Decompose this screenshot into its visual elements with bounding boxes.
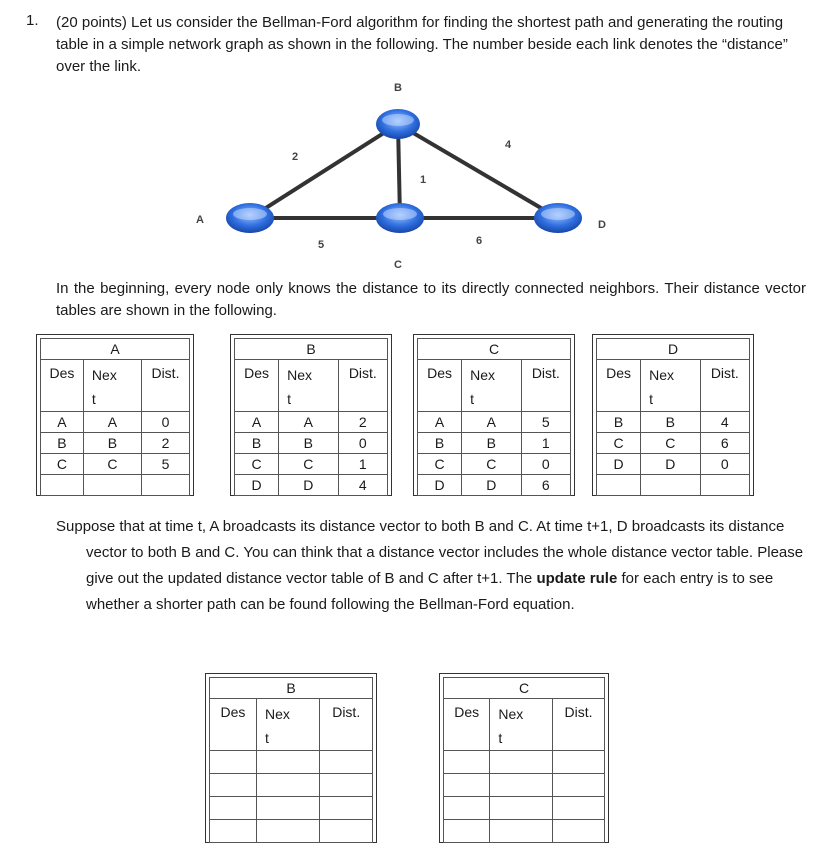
cell-distance: 0 [700, 454, 749, 475]
col-des-header: Des [41, 360, 84, 412]
question-text [56, 12, 806, 78]
cell-destination: A [418, 412, 462, 433]
table-row [41, 433, 190, 454]
link-weight-b-d: 4 [505, 139, 512, 151]
col-next-label: Next [264, 706, 290, 746]
cell-next-hop [256, 820, 319, 843]
node-label-d: D [598, 219, 606, 231]
dv-table [40, 338, 190, 496]
col-dist-header: Dist. [521, 360, 570, 412]
cell-destination [210, 774, 257, 797]
cell-next-hop: A [462, 412, 522, 433]
link-b-d [398, 124, 558, 218]
cell-next-hop: D [279, 475, 339, 496]
cell-distance: 5 [521, 412, 570, 433]
cell-destination [210, 820, 257, 843]
cell-destination [597, 475, 641, 496]
cell-destination: D [597, 454, 641, 475]
paragraph-update-question [56, 514, 808, 618]
col-dist-header: Dist. [700, 360, 749, 412]
cell-distance: 6 [700, 433, 749, 454]
update-rule-bold: update rule [536, 570, 618, 587]
cell-destination [444, 820, 490, 843]
router-node-b [376, 109, 420, 139]
node-label-c: C [394, 259, 402, 271]
table-title: B [210, 678, 373, 699]
cell-next-hop [490, 774, 553, 797]
cell-distance [141, 475, 189, 496]
cell-distance: 1 [338, 454, 387, 475]
dv-table [417, 338, 571, 496]
cell-next-hop: A [279, 412, 339, 433]
cell-next-hop: D [641, 454, 701, 475]
cell-next-hop [256, 774, 319, 797]
col-des-header: Des [597, 360, 641, 412]
cell-destination: A [235, 412, 279, 433]
cell-destination: B [41, 433, 84, 454]
col-next-label: Next [498, 706, 524, 746]
table-row [597, 475, 750, 496]
cell-distance: 5 [141, 454, 189, 475]
update-text-1: Suppose that at time t, A broadcasts its distance vector to both B and C. At time t+1, D broadcasts its distance vector to both B and C. You can think that a distance vector includes the whole distance vector table. Please give out the updated distance vector table of B and C after t+1. The [56, 518, 804, 587]
col-dist-header: Dist. [320, 699, 373, 751]
cell-destination [444, 797, 490, 820]
cell-destination [41, 475, 84, 496]
col-des-header: Des [418, 360, 462, 412]
paragraph-initial-state: In the beginning, every node only knows the distance to its directly connected neighbors. Their distance vector tables are shown in the following. [56, 280, 806, 319]
question-number: 1. [26, 12, 39, 29]
cell-destination: B [235, 433, 279, 454]
cell-distance: 4 [700, 412, 749, 433]
dv-table [234, 338, 388, 496]
col-next-header [279, 360, 339, 412]
table-row [235, 475, 388, 496]
link-a-b [250, 124, 398, 218]
cell-distance: 4 [338, 475, 387, 496]
network-graph [190, 76, 630, 276]
cell-destination: A [41, 412, 84, 433]
table-row [418, 412, 571, 433]
node-label-a: A [196, 214, 204, 226]
cell-distance [320, 751, 373, 774]
cell-distance [553, 774, 605, 797]
cell-next-hop [490, 797, 553, 820]
table-title: B [235, 339, 388, 360]
cell-distance [553, 820, 605, 843]
col-next-header [462, 360, 522, 412]
table-row [210, 797, 373, 820]
cell-next-hop: C [641, 433, 701, 454]
cell-destination: C [235, 454, 279, 475]
cell-next-hop [490, 751, 553, 774]
table-title: D [597, 339, 750, 360]
table-row [210, 774, 373, 797]
table-row [210, 820, 373, 843]
answer-table-b [205, 673, 377, 843]
table-row [418, 454, 571, 475]
col-des-header: Des [444, 699, 490, 751]
cell-distance: 6 [521, 475, 570, 496]
cell-distance [320, 774, 373, 797]
cell-destination [444, 751, 490, 774]
col-dist-header: Dist. [141, 360, 189, 412]
distance-table-d [592, 334, 754, 496]
distance-table-a [36, 334, 194, 496]
cell-next-hop: C [279, 454, 339, 475]
router-node-c [376, 203, 424, 233]
update-text-2: for each entry is to see whether a shorter path can be found following the Bellman-Ford equation. [86, 570, 774, 613]
col-des-header: Des [235, 360, 279, 412]
answer-table-c [439, 673, 609, 843]
cell-next-hop: B [641, 412, 701, 433]
col-dist-header: Dist. [338, 360, 387, 412]
table-row [41, 454, 190, 475]
col-next-header [83, 360, 141, 412]
distance-table-b [230, 334, 392, 496]
cell-destination: D [235, 475, 279, 496]
col-next-label: Next [470, 367, 495, 407]
dv-table [443, 677, 605, 843]
col-des-header: Des [210, 699, 257, 751]
col-next-label: Next [91, 367, 117, 407]
table-row [210, 751, 373, 774]
link-weight-a-b: 2 [292, 151, 299, 163]
cell-next-hop: B [279, 433, 339, 454]
cell-distance: 2 [141, 433, 189, 454]
table-title: C [444, 678, 605, 699]
cell-distance [553, 797, 605, 820]
cell-destination [210, 751, 257, 774]
link-weight-c-d: 6 [476, 235, 483, 247]
table-row [597, 412, 750, 433]
table-row [41, 475, 190, 496]
cell-destination: C [418, 454, 462, 475]
col-next-header [641, 360, 701, 412]
table-row [235, 433, 388, 454]
table-row [235, 412, 388, 433]
cell-destination: D [418, 475, 462, 496]
cell-distance: 0 [521, 454, 570, 475]
table-row [444, 774, 605, 797]
cell-next-hop: C [462, 454, 522, 475]
cell-next-hop [83, 475, 141, 496]
cell-distance: 0 [338, 433, 387, 454]
table-row [418, 475, 571, 496]
cell-next-hop [641, 475, 701, 496]
cell-next-hop [256, 797, 319, 820]
cell-destination [444, 774, 490, 797]
table-row [597, 433, 750, 454]
question-intro: Let us consider the Bellman-Ford algorithm for finding the shortest path and generating the routing table in a simple network graph as shown in the following. The number beside each link denotes the “distance” over the link. [56, 14, 788, 75]
cell-destination [210, 797, 257, 820]
cell-next-hop: D [462, 475, 522, 496]
router-node-a [226, 203, 274, 233]
cell-destination: B [597, 412, 641, 433]
cell-distance: 0 [141, 412, 189, 433]
dv-table [596, 338, 750, 496]
cell-distance: 1 [521, 433, 570, 454]
cell-next-hop: C [83, 454, 141, 475]
cell-next-hop [490, 820, 553, 843]
col-next-header [256, 699, 319, 751]
cell-next-hop: A [83, 412, 141, 433]
question-points: (20 points) [56, 14, 127, 31]
table-row [41, 412, 190, 433]
col-next-header [490, 699, 553, 751]
link-weight-a-c: 5 [318, 239, 325, 251]
cell-distance [320, 797, 373, 820]
cell-next-hop [256, 751, 319, 774]
table-row [444, 797, 605, 820]
col-dist-header: Dist. [553, 699, 605, 751]
cell-distance: 2 [338, 412, 387, 433]
cell-distance [553, 751, 605, 774]
table-row [444, 751, 605, 774]
table-row [418, 433, 571, 454]
dv-table [209, 677, 373, 843]
table-title: A [41, 339, 190, 360]
table-row [597, 454, 750, 475]
link-weight-b-c: 1 [420, 174, 427, 186]
router-node-d [534, 203, 582, 233]
distance-table-c [413, 334, 575, 496]
node-label-b: B [394, 82, 402, 94]
cell-destination: C [597, 433, 641, 454]
cell-destination: B [418, 433, 462, 454]
cell-next-hop: B [83, 433, 141, 454]
cell-next-hop: B [462, 433, 522, 454]
cell-distance [700, 475, 749, 496]
cell-destination: C [41, 454, 84, 475]
col-next-label: Next [287, 367, 312, 407]
cell-distance [320, 820, 373, 843]
col-next-label: Next [649, 367, 674, 407]
table-row [235, 454, 388, 475]
table-title: C [418, 339, 571, 360]
table-row [444, 820, 605, 843]
